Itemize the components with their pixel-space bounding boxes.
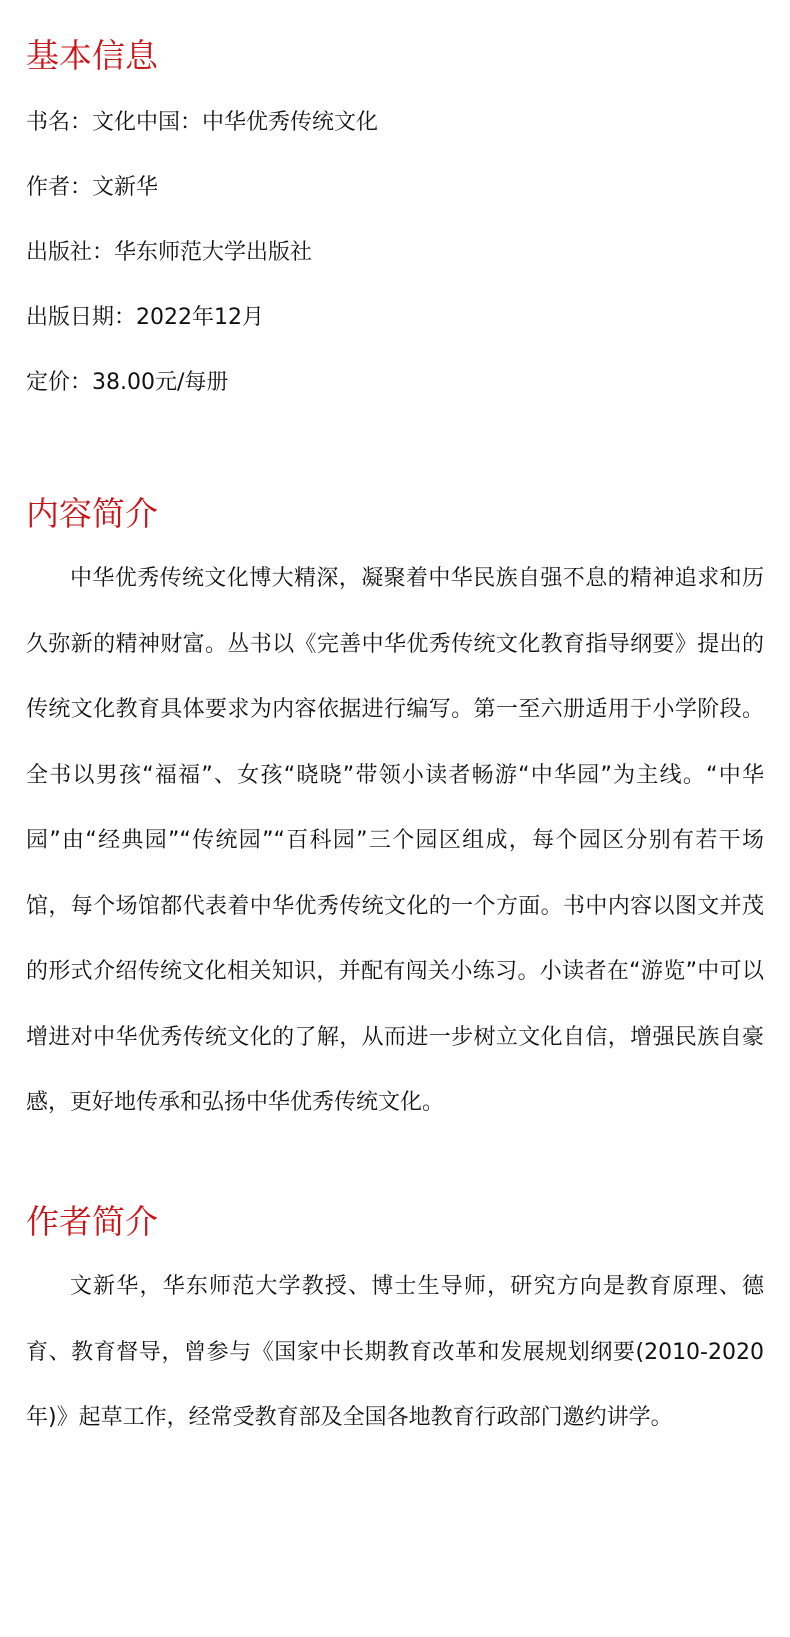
author-intro-paragraph: 文新华，华东师范大学教授、博士生导师，研究方向是教育原理、德育、教育督导，曾参与《国家中长期教育改革和发展规划纲要(2010-2020 年)》起草工作，经常受教育部及全国各地教育行政部门邀约讲学。: [26, 1274, 764, 1430]
publish-date-line: 出版日期：2022年12月: [26, 305, 264, 330]
basic-info-heading: 基本信息: [26, 36, 158, 75]
content-intro-paragraph: 中华优秀传统文化博大精深，凝聚着中华民族自强不息的精神追求和历久弥新的精神财富。丛书以《完善中华优秀传统文化教育指导纲要》提出的传统文化教育具体要求为内容依据进行编写。第一至六册适用于小学阶段。全书以男孩“福福”、女孩“晓晓”带领小读者畅游“中华园”为主线。“中华园”由“经典园”“传统园”“百科园”三个园区组成，每个园区分别有若干场馆，每个场馆都代表着中华优秀传统文化的一个方面。书中内容以图文并茂的形式介绍传统文化相关知识，并配有闯关小练习。小读者在“游览”中可以增进对中华优秀传统文化的了解，从而进一步树立文化自信，增强民族自豪感，更好地传承和弘扬中华优秀传统文化。: [26, 566, 764, 1115]
price-line: 定价：38.00元/每册: [26, 370, 229, 395]
author-line: 作者：文新华: [26, 175, 159, 200]
author-intro-heading: 作者简介: [26, 1202, 158, 1241]
publisher-line: 出版社：华东师范大学出版社: [26, 240, 313, 265]
book-title-line: 书名：文化中国：中华优秀传统文化: [26, 110, 379, 135]
content-intro-heading: 内容简介: [26, 494, 158, 533]
